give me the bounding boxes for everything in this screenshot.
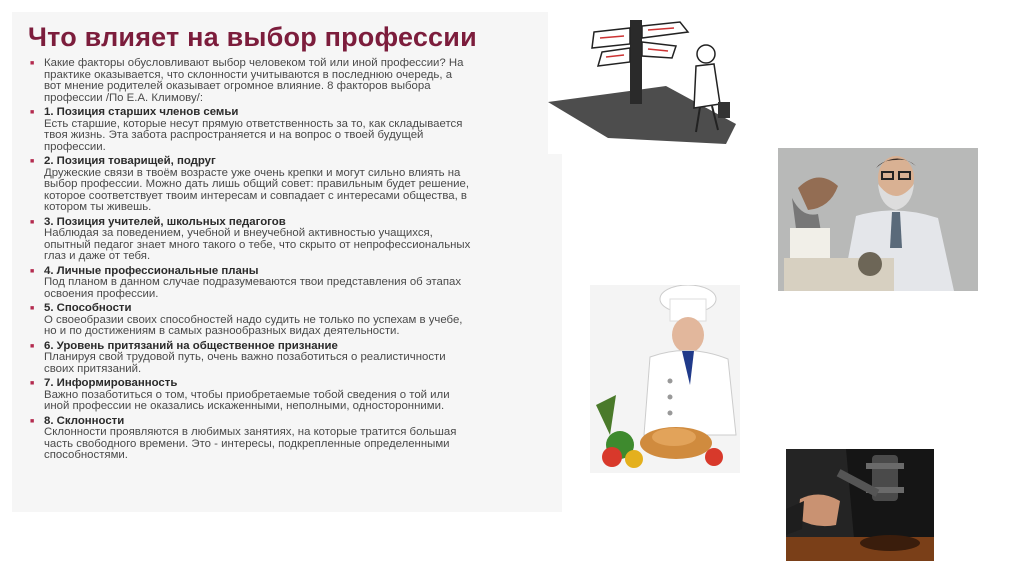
factor-item-4 — [30, 266, 558, 301]
factor-title: 8. Склонности — [44, 414, 125, 427]
factor-body — [44, 217, 558, 263]
bullet-icon: ■ — [30, 218, 35, 226]
factor-body — [44, 303, 558, 338]
factor-text: Склонности проявляются в любимых занятиях, на которые тратится большая часть свободного времени. Это - интересы, подкрепленные определенными способностями. — [44, 426, 457, 461]
factor-body — [44, 266, 558, 301]
intro-text: Какие факторы обусловливают выбор человеком той или иной профессии? На практике оказывается, что склонности учитываются в последнюю очередь, а вот мнение родителей оказывает огромное влияние. 8 факторов выбора профессии /По Е.А. Климову/: — [44, 57, 464, 104]
factor-item-5 — [30, 303, 558, 338]
factor-body — [44, 341, 558, 376]
factor-body — [44, 416, 558, 462]
factor-title: 6. Уровень притязаний на общественное признание — [44, 339, 338, 352]
intro-body — [44, 58, 558, 104]
factor-title: 7. Информированность — [44, 377, 178, 389]
factor-text: Планируя свой трудовой путь, очень важно позаботиться о реалистичности своих притязаний. — [44, 351, 446, 375]
writer-at-typewriter-illustration — [778, 148, 978, 291]
factor-text: Наблюдая за поведением, учебной и внеучебной активностью учащихся, опытный педагог знает много такого о тебе, что скрыто от непрофессиональных глаз и даже от тебя. — [44, 227, 471, 262]
factor-text: Дружеские связи в твоём возрасте уже очень крепки и могут сильно влиять на выбор профессии. Можно дать лишь общий совет: правильным будет решение, которое соответствует твоим интересам и совпадает с интересами общества, в котором ты живешь. — [44, 166, 469, 213]
slide-content — [30, 58, 558, 465]
slide-title: Что влияет на выбор профессии — [28, 22, 477, 52]
bullet-icon: ■ — [30, 417, 35, 425]
bullet-icon: ■ — [30, 158, 35, 165]
bullet-icon: ■ — [30, 342, 35, 350]
signpost-illustration — [548, 12, 738, 154]
factor-text: О своеобразии своих способностей надо судить не только по успехам в учебе, но и по достижениям в самых разнообразных видах деятельности. — [44, 313, 463, 337]
bullet-icon: ■ — [30, 267, 35, 275]
factor-item-3 — [30, 217, 558, 263]
factor-text: Под планом в данном случае подразумеваются твои представления об этапах освоения профессии. — [44, 276, 462, 300]
factor-item-2 — [30, 156, 558, 214]
factor-title: 4. Личные профессиональные планы — [44, 264, 259, 277]
intro-item — [30, 58, 558, 104]
chef-photo — [590, 285, 740, 473]
factor-title: 2. Позиция товарищей, подруг — [44, 155, 216, 167]
judge-gavel-photo — [786, 449, 934, 561]
factor-item-1 — [30, 107, 558, 153]
factor-body — [44, 156, 558, 214]
bullet-icon: ■ — [30, 305, 35, 312]
factor-text: Есть старшие, которые несут прямую ответственность за то, как складывается твоя жизнь. Эта забота распространяется и на вопрос о твоей будущей профессии. — [44, 117, 463, 153]
factor-title: 1. Позиция старших членов семьи — [44, 106, 239, 118]
factor-body — [44, 378, 558, 413]
bullet-icon: ■ — [30, 109, 35, 116]
factor-body — [44, 107, 558, 153]
factor-item-7 — [30, 378, 558, 413]
factor-title: 3. Позиция учителей, школьных педагогов — [44, 215, 286, 228]
factor-item-8 — [30, 416, 558, 462]
factor-title: 5. Способности — [44, 302, 132, 314]
bullet-icon: ■ — [30, 60, 35, 67]
factor-text: Важно позаботиться о том, чтобы приобретаемые тобой сведения о той или иной профессии не оказались искаженными, неполными, односторонними. — [44, 388, 450, 412]
factor-item-6 — [30, 341, 558, 376]
bullet-icon: ■ — [30, 380, 35, 387]
